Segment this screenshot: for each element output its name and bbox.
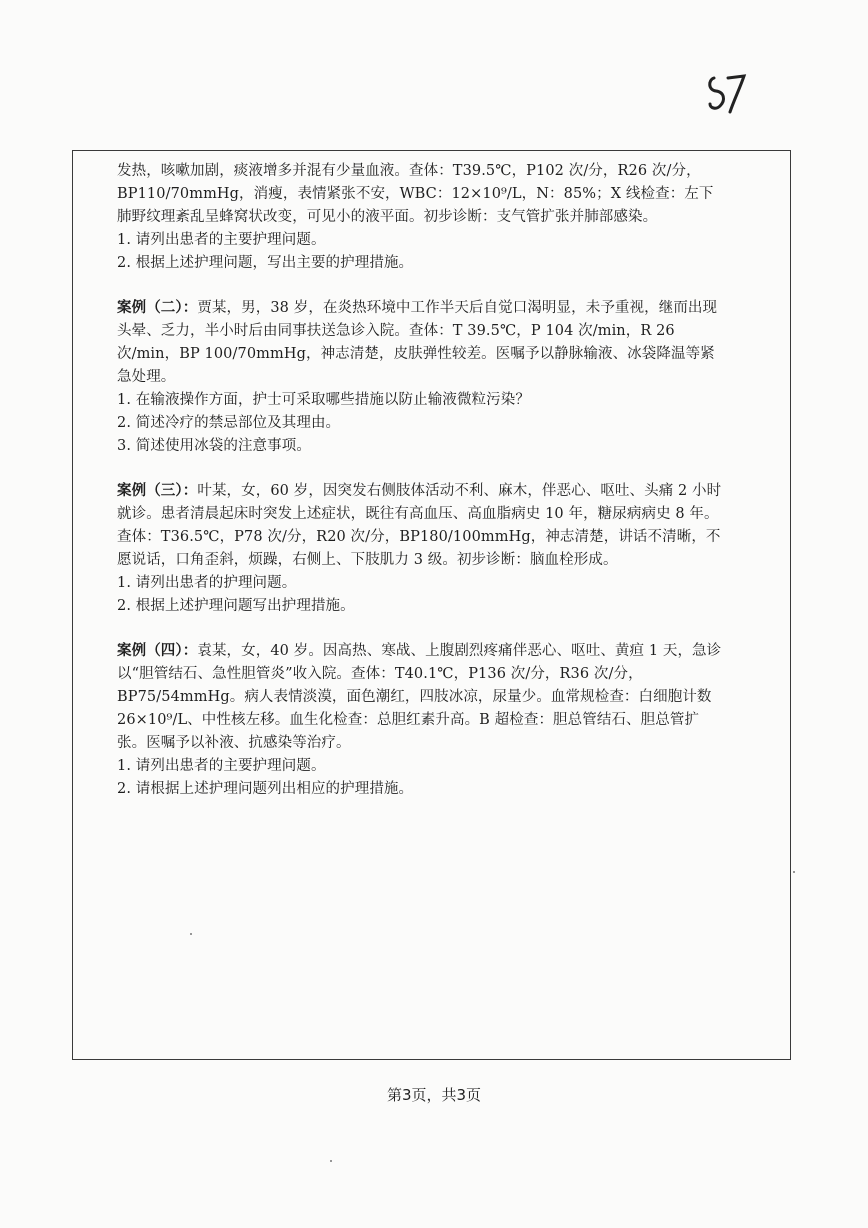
case-text: 叶某，女，60 岁，因突发右侧肢体活动不利、麻木，伴恶心、呕吐、头痛 2 小时就诊。患者清晨起床时突发上述症状，既往有高血压、高血脂病史 10 年，糖尿病病史 8 年。查体：T36.5℃，P78 次/分，R20 次/分，BP180/100mmHg，神志清楚，讲话不清晰，不愿说话，口角歪斜，烦躁，右侧上、下肢肌力 3 级。初步诊断：脑血栓形成。 bbox=[117, 483, 722, 568]
case-three bbox=[117, 479, 725, 618]
case-text-block bbox=[117, 296, 725, 389]
scan-speck bbox=[330, 1160, 332, 1162]
case-label: 案例（四）： bbox=[117, 642, 198, 659]
question-item: 1. 请列出患者的主要护理问题。 bbox=[117, 232, 326, 248]
page-footer: 第3页，共3页 bbox=[386, 1086, 482, 1104]
case-text: 袁某，女，40 岁。因高热、寒战、上腹剧烈疼痛伴恶心、呕吐、黄疸 1 天，急诊以“胆管结石、急性胆管炎”收入院。查体：T40.1℃，P136 次/分，R36 次/分，BP75/54mmHg。病人表情淡漠，面色潮红，四肢冰凉，尿量少。血常规检查：白细胞计数 26×10⁹/L、中性核左移。血生化检查：总胆红素升高。B 超检查：胆总管结石、胆总管扩张。医嘱予以补液、抗感染等治疗。 bbox=[117, 643, 722, 751]
handwritten-page-mark bbox=[700, 64, 760, 124]
scan-speck bbox=[793, 871, 795, 873]
case-one-continuation bbox=[117, 160, 725, 275]
question-item: 1. 在输液操作方面，护士可采取哪些措施以防止输液微粒污染？ bbox=[117, 392, 530, 408]
exam-content bbox=[117, 160, 725, 801]
question-item: 3. 简述使用冰袋的注意事项。 bbox=[117, 438, 311, 454]
case-two bbox=[117, 296, 725, 458]
case-label: 案例（三）： bbox=[117, 482, 198, 499]
case-text-block bbox=[117, 479, 725, 572]
question-item: 2. 根据上述护理问题，写出主要的护理措施。 bbox=[117, 255, 414, 271]
case-text: 贾某，男，38 岁，在炎热环境中工作半天后自觉口渴明显，未予重视，继而出现头晕、乏力，半小时后由同事扶送急诊入院。查体：T 39.5℃，P 104 次/min，R 26 次/min，BP 100/70mmHg，神志清楚，皮肤弹性较差。医嘱予以静脉输液、冰袋降温等紧急处理。 bbox=[117, 300, 718, 385]
question-item: 1. 请列出患者的主要护理问题。 bbox=[117, 758, 326, 774]
scan-speck bbox=[190, 933, 192, 935]
question-item: 2. 请根据上述护理问题列出相应的护理措施。 bbox=[117, 781, 414, 797]
question-item: 1. 请列出患者的护理问题。 bbox=[117, 575, 297, 591]
case-four bbox=[117, 639, 725, 801]
case-label: 案例（二）： bbox=[117, 299, 198, 316]
case-text-block bbox=[117, 639, 725, 755]
question-item: 2. 根据上述护理问题写出护理措施。 bbox=[117, 598, 355, 614]
question-item: 2. 简述冷疗的禁忌部位及其理由。 bbox=[117, 415, 341, 431]
case-text: 发热，咳嗽加剧，痰液增多并混有少量血液。查体：T39.5℃，P102 次/分，R26 次/分，BP110/70mmHg，消瘦，表情紧张不安，WBC：12×10⁹/L，N：85%；X 线检查：左下肺野纹理紊乱呈蜂窝状改变，可见小的液平面。初步诊断：支气管扩张并肺部感染。 bbox=[117, 163, 714, 225]
